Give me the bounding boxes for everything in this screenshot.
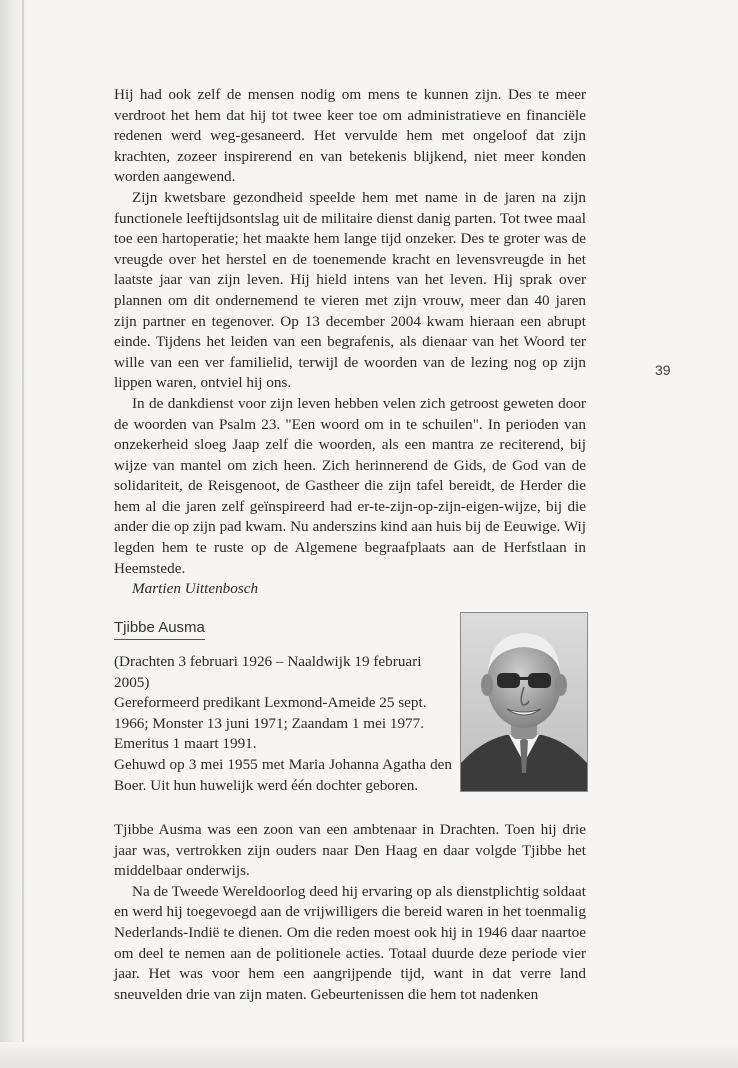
portrait-photo [460,612,588,792]
paragraph: Tjibbe Ausma was een zoon van een ambtenaar in Drachten. Toen hij drie jaar was, vertrokken zijn ouders naar Den Haag en daar volgde Tjibbe het middelbaar onderwijs. [114,821,586,880]
obituary-2-text [114,820,586,1005]
obituary-1-text [114,85,586,600]
author-signature: Martien Uittenbosch [132,580,259,598]
bio-marriage: Gehuwd op 3 mei 1955 met Maria Johanna Agatha den Boer. Uit hun huwelijk werd één dochter geboren. [114,755,452,794]
page-bottom-shadow [0,1042,738,1068]
paragraph: In de dankdienst voor zijn leven hebben velen zich getroost geweten door de woorden van Psalm 23. "Een woord om in te schuilen". In perioden van onzekerheid sloeg Jaap zelf die woorden, als een mantra ze reciterend, bij wijze van mantel om zich heen. Zich herinnerend de Gids, de God van de solidariteit, de Reisgenoot, de Gastheer die zijn tafel bereidt, de Herder die hem al die jaren zelf geïnspireerd had er-te-zijn-op-zijn-eigen-wijze, bij die ander die op zijn pad kwam. Nu anderszins kind aan huis bij de Eeuwige. Wij legden hem te ruste op de Algemene begraafplaats aan de Herfstlaan in Heemstede. [114,394,586,577]
bio-dates: (Drachten 3 februari 1926 – Naaldwijk 19 februari 2005) [114,653,422,691]
paragraph: Na de Tweede Wereldoorlog deed hij ervaring op als dienstplichtig soldaat en werd hij toegevoegd aan de vrijwilligers die bereid waren in het toenmalig Nederlands-Indië te dienen. Om die reden moest ook hij in 1946 daar naartoe om deel te nemen aan de politionele acties. Totaal duurde deze periode vier jaar. Het was voor hem een aangrijpende tijd, want in dat verre land sneuvelden drie van zijn maten. Gebeurtenissen die hem tot nadenken [114,882,586,1003]
section-title: Tjibbe Ausma [114,619,205,640]
portrait-image [461,613,587,791]
bio-details [114,652,452,796]
book-fold-line [22,0,24,1068]
paragraph: Hij had ook zelf de mensen nodig om mens te kunnen zijn. Des te meer verdroot het hem dat hij tot twee keer toe om administratieve en financiële redenen werd weg-gesaneerd. Het vervulde hem met ongeloof dat zijn krachten, zozeer inspirerend en van betekenis blijkend, niet meer konden worden aangewend. [114,86,586,186]
paragraph: Zijn kwetsbare gezondheid speelde hem met name in de jaren na zijn functionele leeftijdsontslag uit de militaire dienst danig parten. Tot twee maal toe een hartoperatie; het maakte hem lange tijd onzeker. Des te groter was de vreugde over het herstel en de toenemende kracht en levensvreugde in het laatste jaar van zijn leven. Hij hield intens van het leven. Hij sprak over plannen om dit ondernemend te vieren met zijn vrouw, meer dan 40 jaren zijn partner en tegenover. Op 13 december 2004 kwam hieraan een abrupt einde. Tijdens het leiden van een begrafenis, als dienaar van het Woord ter wille van een ver familielid, terwijl de woorden van de lezing nog op zijn lippen waren, ontviel hij ons. [114,188,586,392]
obituary-2-header-block [114,612,586,794]
page-number: 39 [655,362,671,378]
bio-career: Gereformeerd predikant Lexmond-Ameide 25 sept. 1966; Monster 13 juni 1971; Zaandam 1 mei 1977. Emeritus 1 maart 1991. [114,694,427,753]
